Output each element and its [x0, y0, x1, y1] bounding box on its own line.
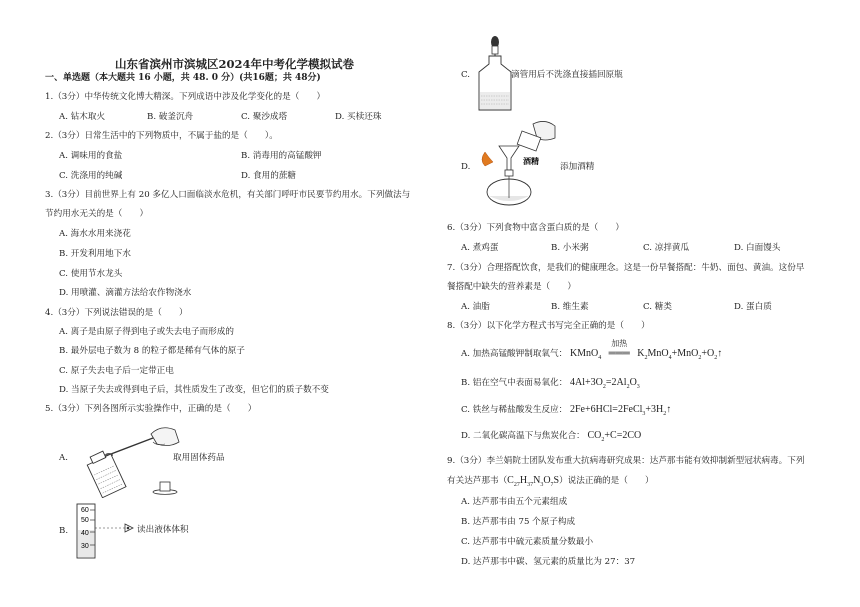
q5-option-b-text: 读出液体体积 — [137, 525, 189, 535]
question-5-stem: 5.（3分）下列各图所示实验操作中，正确的是（ ） — [45, 404, 257, 414]
q8-option-c-text: C. 铁丝与稀盐酸发生反应： — [461, 405, 568, 415]
q9-option-a[interactable]: A. 达芦那韦由五个元素组成 — [461, 497, 568, 507]
q9-stem-suffix: ）说法正确的是（ ） — [559, 476, 654, 486]
right-column — [447, 0, 847, 607]
q1-option-a[interactable]: A. 钻木取火 — [59, 112, 106, 122]
q8-option-a-text: A. 加热高锰酸钾制取氧气： — [461, 349, 568, 359]
q7-option-b[interactable]: B. 维生素 — [551, 302, 589, 312]
q1-option-b[interactable]: B. 破釜沉舟 — [147, 112, 194, 122]
dropper-bottle-figure — [475, 34, 515, 114]
darunavir-formula: $C_{27}H_{37}N_3O_7S$ — [507, 475, 560, 488]
q7-option-a[interactable]: A. 油脂 — [461, 302, 490, 312]
question-1-stem: 1.（3分）中华传统文化博大精深。下列成语中涉及化学变化的是（ ） — [45, 92, 326, 102]
q8-option-c[interactable] — [461, 404, 671, 420]
question-8-stem: 8.（3分）以下化学方程式书写完全正确的是（ ） — [447, 321, 650, 331]
question-4-stem: 4.（3分）下列说法错误的是（ ） — [45, 308, 188, 318]
q3-option-b[interactable]: B. 开发利用地下水 — [59, 249, 131, 259]
tick-label-50: 50 — [81, 517, 89, 524]
q8-option-d-text: D. 二氧化碳高温下与焦炭化合： — [461, 431, 585, 441]
q2-option-a[interactable]: A. 调味用的食盐 — [59, 151, 123, 161]
q5-option-b-label[interactable]: B. — [59, 526, 69, 536]
q8-option-d-equation: $CO_2+C=2CO$ — [587, 430, 642, 443]
q8-option-c-equation: $2Fe+6HCl=2FeCl_3+3H_2↑$ — [570, 404, 672, 417]
question-6-stem: 6.（3分）下列食物中富含蛋白质的是（ ） — [447, 223, 624, 233]
q2-option-b[interactable]: B. 消毒用的高锰酸钾 — [241, 151, 322, 161]
q2-option-c[interactable]: C. 洗涤用的纯碱 — [59, 171, 123, 181]
tick-label-40: 40 — [81, 530, 89, 537]
q6-option-a[interactable]: A. 煮鸡蛋 — [461, 243, 499, 253]
tick-label-30: 30 — [81, 543, 89, 550]
q5-option-a-label[interactable]: A. — [59, 453, 68, 463]
q4-option-a[interactable]: A. 离子是由原子得到电子或失去电子而形成的 — [59, 327, 234, 337]
q9-option-d[interactable]: D. 达芦那韦中碳、氢元素的质量比为 27：37 — [461, 557, 636, 567]
q8-option-b[interactable] — [461, 377, 640, 393]
q3-option-d[interactable]: D. 用喷灌、滴灌方法给农作物浇水 — [59, 288, 192, 298]
question-7-stem-line1: 7.（3分）合理搭配饮食，是我们的健康理念。这是一份早餐搭配：牛奶、面包、黄油。这份早 — [447, 263, 805, 273]
q6-option-b[interactable]: B. 小米粥 — [551, 243, 589, 253]
question-9-stem-line2 — [447, 475, 654, 491]
question-7-stem-line2: 餐搭配中缺失的营养素是（ ） — [447, 282, 576, 292]
question-3-stem-line2: 节约用水无关的是（ ） — [45, 209, 149, 219]
q5-option-d-text: 添加酒精 — [560, 162, 595, 172]
q1-option-d[interactable]: D. 买椟还珠 — [335, 112, 382, 122]
section-heading: 一、单选题（本大题共 16 小题，共 48. 0 分）(共16题；共 48分) — [45, 73, 321, 83]
q8-option-b-text: B. 铝在空气中表面易氧化： — [461, 378, 568, 388]
q7-option-c[interactable]: C. 糖类 — [643, 302, 672, 312]
q8-option-a-equation: KMnO$_4$ 加热 ═══ $K_2MnO_4+MnO_2+O_2↑$ — [569, 339, 723, 361]
q4-option-b[interactable]: B. 最外层电子数为 8 的粒子都是稀有气体的原子 — [59, 346, 245, 356]
q4-option-d[interactable]: D. 当原子失去或得到电子后，其性质发生了改变，但它们的质子数不变 — [59, 385, 329, 395]
q5-option-c-text: 滴管用后不洗涤直接插回原瓶 — [511, 70, 623, 80]
q8-option-b-equation: $4Al+3O_2=2Al_2O_3$ — [570, 377, 640, 390]
exam-title: 山东省滨州市滨城区2024年中考化学模拟试卷 — [115, 57, 355, 71]
q5-option-a-text: 取用固体药品 — [173, 453, 225, 463]
q5-option-d-label[interactable]: D. — [461, 162, 471, 172]
q1-option-c[interactable]: C. 聚沙成塔 — [241, 112, 288, 122]
q9-option-b[interactable]: B. 达芦那韦由 75 个原子构成 — [461, 517, 576, 527]
tick-label-60: 60 — [81, 507, 89, 514]
q7-option-d[interactable]: D. 蛋白质 — [734, 302, 772, 312]
q3-option-a[interactable]: A. 海水水用来浇花 — [59, 229, 131, 239]
q6-option-d[interactable]: D. 白面馒头 — [734, 243, 781, 253]
question-9-stem-line1: 9.（3分）李兰娟院士团队发布重大抗病毒研究成果：达芦那韦能有效抑制新型冠状病毒。下列 — [447, 456, 805, 466]
q6-option-c[interactable]: C. 凉拌黄瓜 — [643, 243, 690, 253]
q3-option-c[interactable]: C. 使用节水龙头 — [59, 269, 123, 279]
q8-condition-heat: 加热 — [611, 339, 628, 348]
left-column — [45, 0, 445, 607]
q8-option-d[interactable] — [461, 430, 641, 446]
q8-option-a[interactable] — [461, 339, 723, 364]
graduated-cylinder-figure — [73, 502, 143, 560]
q9-stem-prefix: 有关达芦那韦（ — [447, 476, 508, 486]
q2-option-d[interactable]: D. 食用的蔗糖 — [241, 171, 297, 181]
q9-option-c[interactable]: C. 达芦那韦中硫元素质量分数最小 — [461, 537, 594, 547]
question-2-stem: 2.（3分）日常生活中的下列物质中，不属于盐的是（ ）。 — [45, 131, 278, 141]
spatula-bottle-figure — [73, 420, 183, 498]
q4-option-c[interactable]: C. 原子失去电子后一定带正电 — [59, 366, 174, 376]
question-3-stem-line1: 3.（3分）目前世界上有 20 多亿人口面临淡水危机，有关部门呼吁市民要节约用水。下列做法与 — [45, 190, 411, 200]
alcohol-bottle-label: 酒精 — [523, 157, 539, 166]
q5-option-c-label[interactable]: C. — [461, 70, 471, 80]
alcohol-lamp-figure — [475, 118, 559, 210]
